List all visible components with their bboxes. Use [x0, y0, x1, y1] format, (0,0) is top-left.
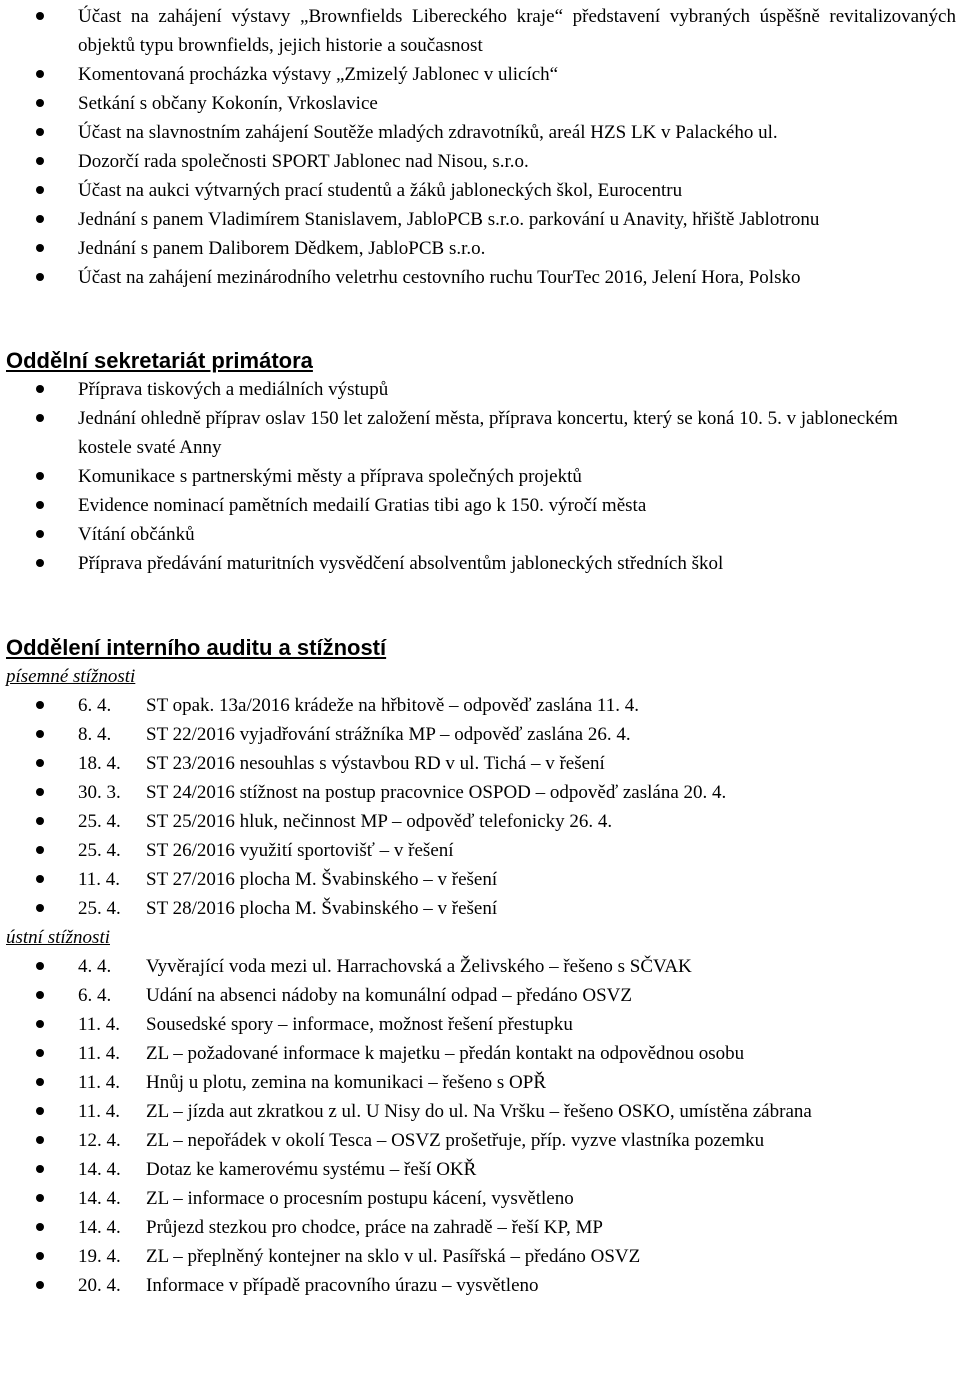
bullet-icon [36, 1136, 44, 1144]
table-row: 14. 4. Průjezd stezkou pro chodce, práce na zahradě – řeší KP, MP [0, 1213, 960, 1242]
table-row: 19. 4. ZL – přeplněný kontejner na sklo v ul. Pasířská – předáno OSVZ [0, 1242, 960, 1271]
table-row: 20. 4. Informace v případě pracovního úrazu – vysvětleno [0, 1271, 960, 1300]
bullet-icon [36, 215, 44, 223]
written-complaints-list [0, 691, 960, 923]
list-item: Jednání s panem Vladimírem Stanislavem, JabloPCB s.r.o. parkování u Anavity, hřiště Jablotronu [0, 205, 960, 234]
bullet-icon [36, 385, 44, 393]
bullet-icon [36, 1252, 44, 1260]
table-row: 25. 4. ST 28/2016 plocha M. Švabinského – v řešení [0, 894, 960, 923]
table-row: 11. 4. ZL – požadované informace k majetku – předán kontakt na odpovědnou osobu [0, 1039, 960, 1068]
subheading-oral-complaints: ústní stížnosti [6, 927, 110, 948]
bullet-icon [36, 1049, 44, 1057]
list-item: Komunikace s partnerskými městy a příprava společných projektů [0, 462, 960, 491]
bullet-icon [36, 759, 44, 767]
bullet-icon [36, 157, 44, 165]
bullet-icon [36, 1020, 44, 1028]
bullet-icon [36, 846, 44, 854]
list-item: Účast na slavnostním zahájení Soutěže mladých zdravotníků, areál HZS LK v Palackého ul. [0, 118, 960, 147]
bullet-icon [36, 99, 44, 107]
list-item: Jednání s panem Daliborem Dědkem, JabloPCB s.r.o. [0, 234, 960, 263]
bullet-icon [36, 559, 44, 567]
bullet-icon [36, 904, 44, 912]
list-item: Vítání občánků [0, 520, 960, 549]
bullet-icon [36, 1281, 44, 1289]
bullet-icon [36, 530, 44, 538]
oral-complaints-list [0, 952, 960, 1300]
bullet-icon [36, 186, 44, 194]
table-row: 6. 4. ST opak. 13a/2016 krádeže na hřbitově – odpověď zaslána 11. 4. [0, 691, 960, 720]
bullet-icon [36, 1107, 44, 1115]
bullet-icon [36, 70, 44, 78]
list-item: Setkání s občany Kokonín, Vrkoslavice [0, 89, 960, 118]
list-item: Účast na zahájení mezinárodního veletrhu cestovního ruchu TourTec 2016, Jelení Hora, Polsko [0, 263, 960, 292]
table-row: 4. 4. Vyvěrající voda mezi ul. Harrachovská a Želivského – řešeno s SČVAK [0, 952, 960, 981]
bullet-icon [36, 273, 44, 281]
list-item: Příprava tiskových a mediálních výstupů [0, 375, 960, 404]
table-row: 11. 4. ST 27/2016 plocha M. Švabinského – v řešení [0, 865, 960, 894]
list-item: Příprava předávání maturitních vysvědčení absolventům jabloneckých středních škol [0, 549, 960, 578]
table-row: 6. 4. Udání na absenci nádoby na komunální odpad – předáno OSVZ [0, 981, 960, 1010]
bullet-icon [36, 1194, 44, 1202]
section-heading-secretariat: Oddělní sekretariát primátora [6, 348, 313, 373]
top-list [0, 2, 960, 292]
bullet-icon [36, 1078, 44, 1086]
bullet-icon [36, 12, 44, 20]
bullet-icon [36, 817, 44, 825]
table-row: 12. 4. ZL – nepořádek v okolí Tesca – OSVZ prošetřuje, příp. vyzve vlastníka pozemku [0, 1126, 960, 1155]
table-row: 14. 4. ZL – informace o procesním postupu kácení, vysvětleno [0, 1184, 960, 1213]
list-item: Účast na zahájení výstavy „Brownfields Libereckého kraje“ představení vybraných úspěšně revitalizovaných objektů typu brownfields, jejich historie a současnost [0, 2, 960, 60]
secretariat-list [0, 375, 960, 578]
bullet-icon [36, 875, 44, 883]
bullet-icon [36, 501, 44, 509]
list-item: Jednání ohledně příprav oslav 150 let založení města, příprava koncertu, který se koná 10. 5. v jabloneckém kostele svaté Anny [0, 404, 960, 462]
bullet-icon [36, 244, 44, 252]
subheading-written-complaints: písemné stížnosti [6, 666, 136, 687]
table-row: 25. 4. ST 26/2016 využití sportovišť – v řešení [0, 836, 960, 865]
bullet-icon [36, 1165, 44, 1173]
bullet-icon [36, 414, 44, 422]
bullet-icon [36, 701, 44, 709]
table-row: 18. 4. ST 23/2016 nesouhlas s výstavbou RD v ul. Tichá – v řešení [0, 749, 960, 778]
list-item: Dozorčí rada společnosti SPORT Jablonec nad Nisou, s.r.o. [0, 147, 960, 176]
bullet-icon [36, 991, 44, 999]
list-item: Účast na aukci výtvarných prací studentů a žáků jabloneckých škol, Eurocentru [0, 176, 960, 205]
list-item: Evidence nominací pamětních medailí Gratias tibi ago k 150. výročí města [0, 491, 960, 520]
bullet-icon [36, 472, 44, 480]
table-row: 8. 4. ST 22/2016 vyjadřování strážníka MP – odpověď zaslána 26. 4. [0, 720, 960, 749]
bullet-icon [36, 730, 44, 738]
table-row: 11. 4. Hnůj u plotu, zemina na komunikaci – řešeno s OPŘ [0, 1068, 960, 1097]
table-row: 11. 4. Sousedské spory – informace, možnost řešení přestupku [0, 1010, 960, 1039]
bullet-icon [36, 962, 44, 970]
table-row: 14. 4. Dotaz ke kamerovému systému – řeší OKŘ [0, 1155, 960, 1184]
bullet-icon [36, 788, 44, 796]
list-item: Komentovaná procházka výstavy „Zmizelý Jablonec v ulicích“ [0, 60, 960, 89]
section-heading-audit: Oddělení interního auditu a stížností [6, 635, 387, 660]
table-row: 30. 3. ST 24/2016 stížnost na postup pracovnice OSPOD – odpověď zaslána 20. 4. [0, 778, 960, 807]
table-row: 11. 4. ZL – jízda aut zkratkou z ul. U Nisy do ul. Na Vršku – řešeno OSKO, umístěna zábrana [0, 1097, 960, 1126]
bullet-icon [36, 1223, 44, 1231]
bullet-icon [36, 128, 44, 136]
table-row: 25. 4. ST 25/2016 hluk, nečinnost MP – odpověď telefonicky 26. 4. [0, 807, 960, 836]
